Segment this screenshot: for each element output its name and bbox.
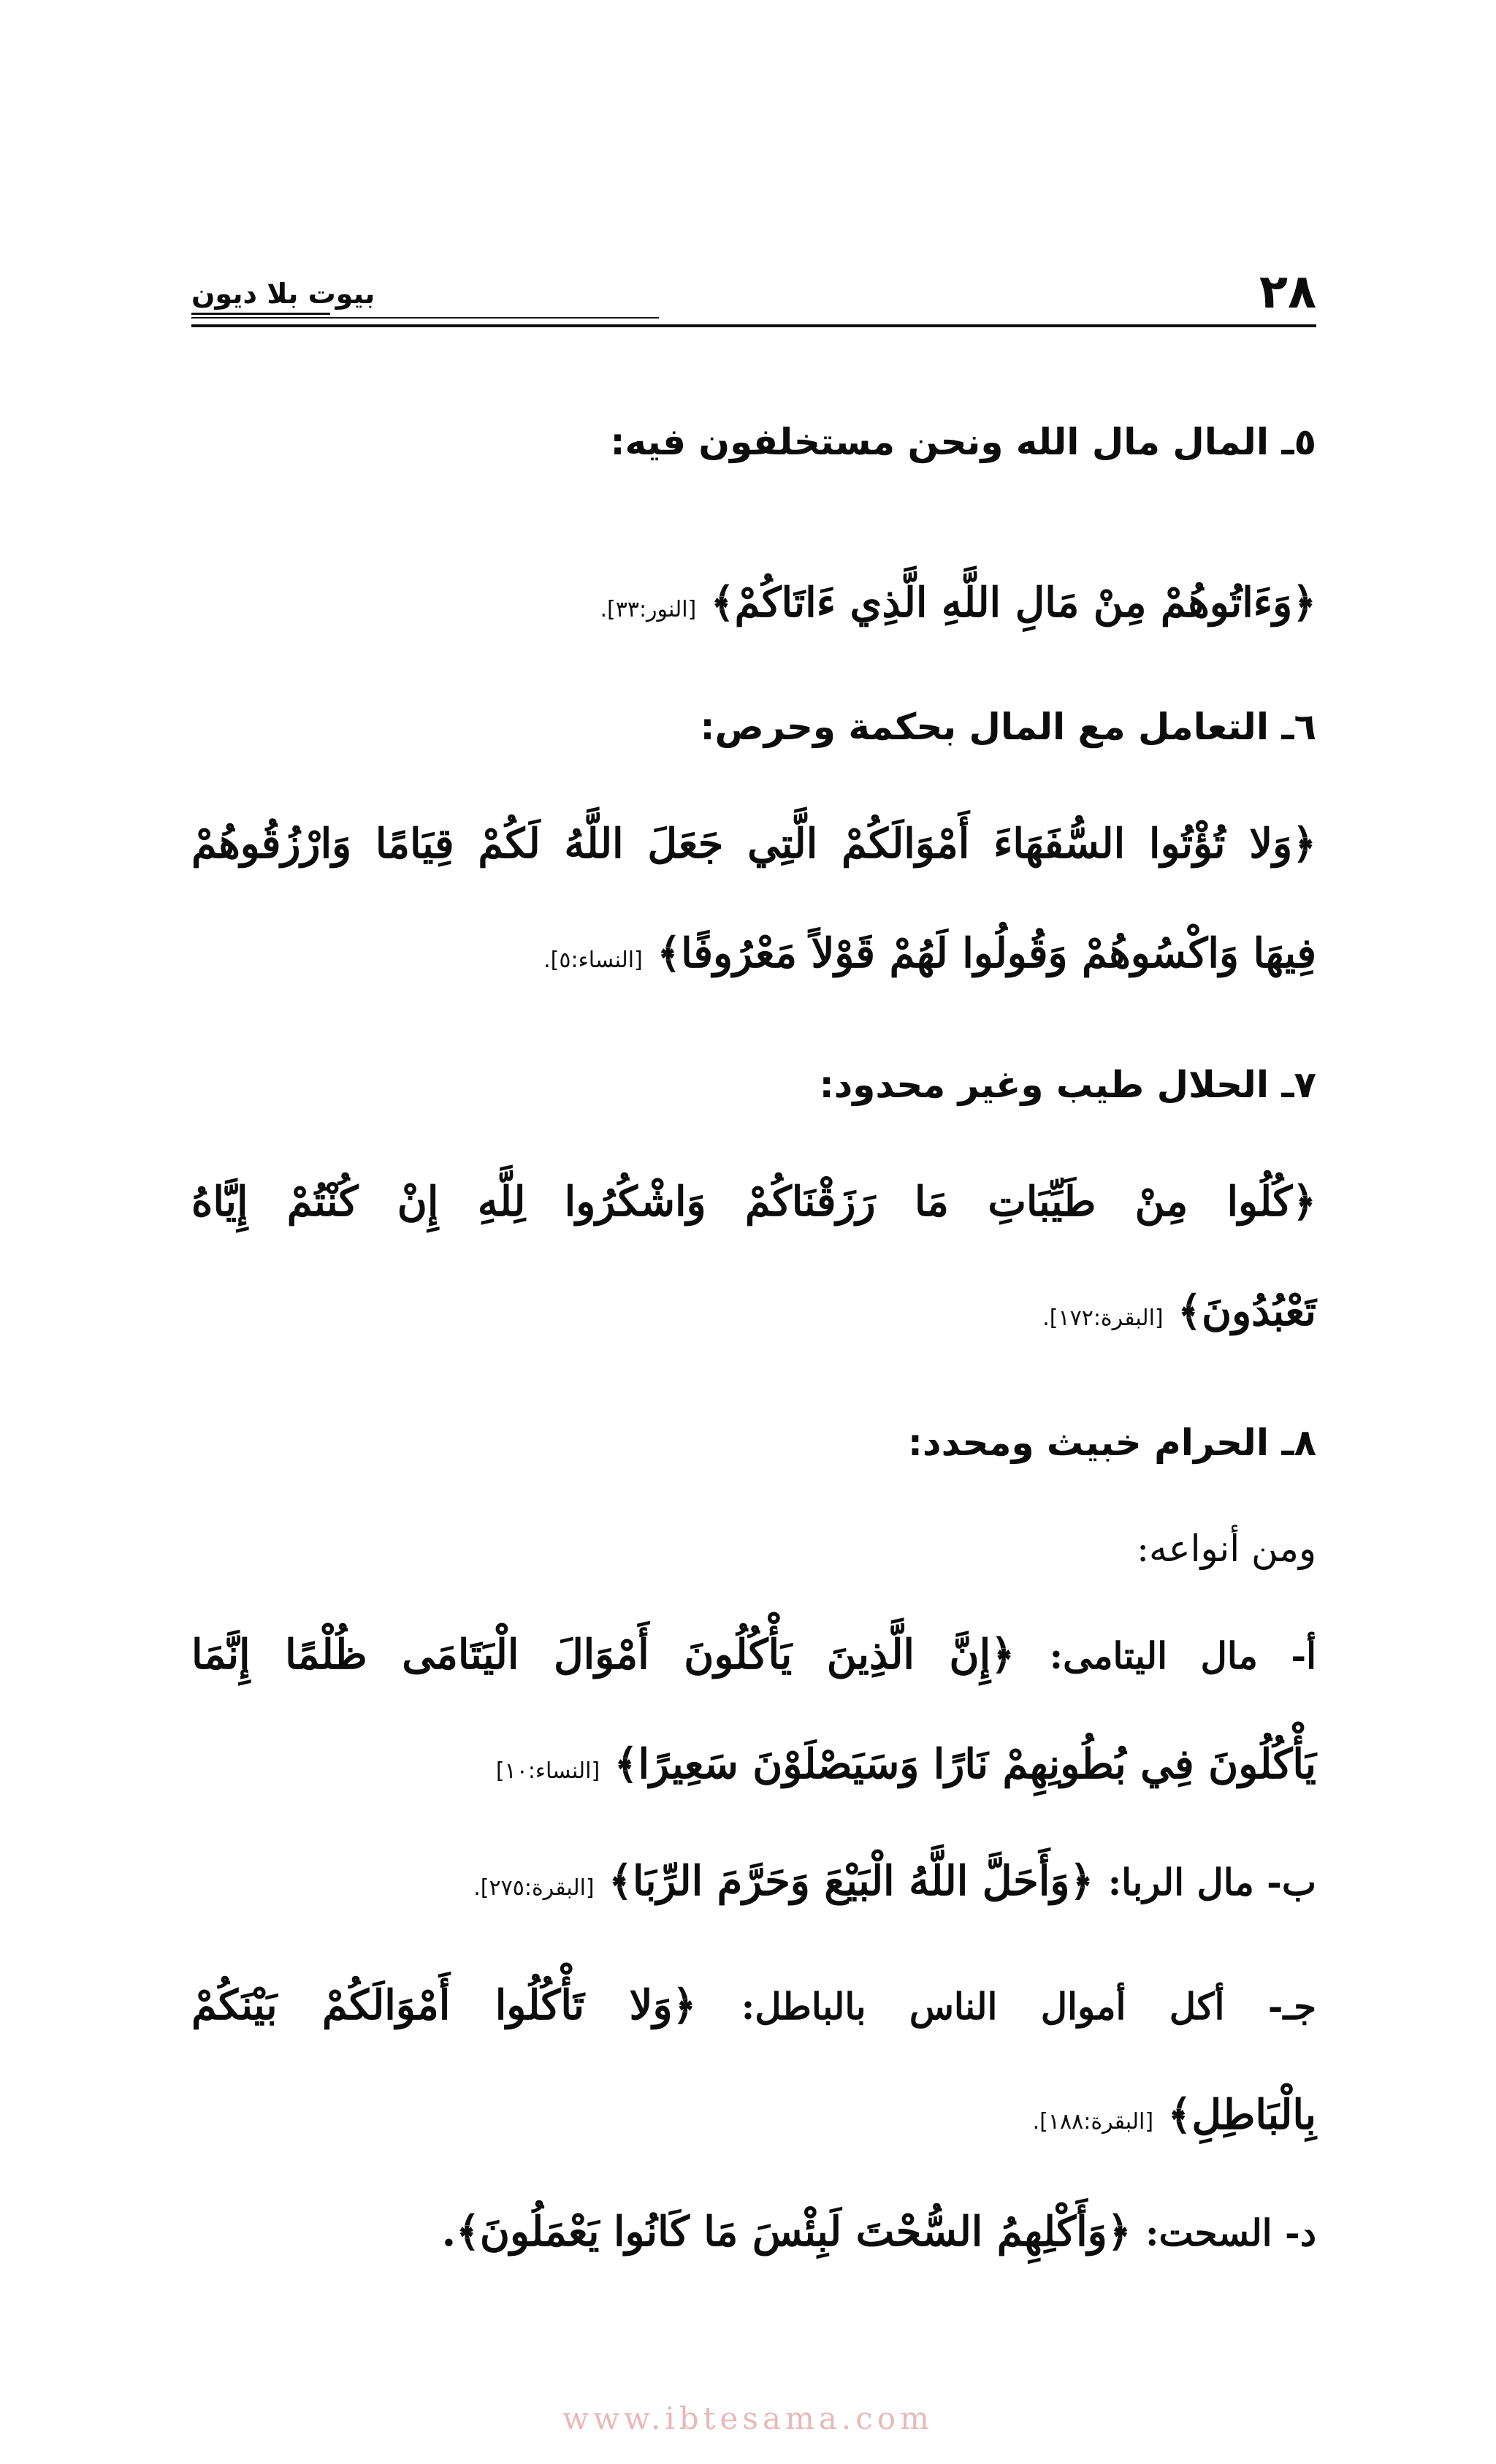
page-number: ٢٨ xyxy=(1259,265,1316,319)
watermark-url: www.ibtesama.com xyxy=(562,2400,934,2436)
verse-line xyxy=(191,1724,1316,1812)
verse-line xyxy=(191,1271,1316,1359)
verse-text: ﴿وَأَحَلَّ اللَّهُ الْبَيْعَ وَحَرَّمَ الرِّبَا﴾ xyxy=(608,1857,1094,1905)
verse-text: ﴿وَلا تَأْكُلُوا أَمْوَالَكُمْ بَيْنَكُمْ xyxy=(191,1981,697,2029)
header-rule-thin xyxy=(191,317,659,319)
verse-line: ﴿كُلُوا مِنْ طَيِّبَاتِ مَا رَزَقْنَاكُمْ وَاشْكُرُوا لِلَّهِ إِنْ كُنْتُمْ إِيَّاهُ xyxy=(191,1178,1316,1226)
section-heading-5: ٥ـ المال مال الله ونحن مستخلفون فيه: xyxy=(610,421,1316,463)
verse-reference: [البقرة:١٧٢]. xyxy=(1042,1305,1164,1331)
title-underline xyxy=(191,313,330,315)
verse-reference: [النساء:٥]. xyxy=(543,947,643,973)
section-heading-7: ٧ـ الحلال طيب وغير محدود: xyxy=(819,1064,1316,1106)
verse-reference: [النساء:١٠] xyxy=(495,1758,600,1784)
verse-reference: [البقرة:١٨٨]. xyxy=(1032,2109,1154,2135)
item-c-line xyxy=(191,1965,1316,2045)
item-a-label: أ- مال اليتامى: xyxy=(1049,1634,1316,1677)
section-heading-8: ٨ـ الحرام خبيث ومحدد: xyxy=(907,1422,1316,1464)
header-rule xyxy=(191,324,1316,327)
verse-text: تَعْبُدُونَ﴾ xyxy=(1178,1287,1316,1335)
verse-reference: [البقرة:٢٧٥]. xyxy=(473,1875,595,1901)
section-heading-6: ٦ـ التعامل مع المال بحكمة وحرص: xyxy=(700,706,1316,748)
item-a-line xyxy=(191,1614,1316,1695)
verse-line xyxy=(191,913,1316,1001)
item-c-label: جـ- أكل أموال الناس بالباطل: xyxy=(741,1985,1316,2028)
running-header xyxy=(191,263,1316,321)
item-d-line xyxy=(191,2192,1316,2272)
verse-text: بِالْبَاطِلِ﴾ xyxy=(1167,2091,1316,2139)
verse-text: فِيهَا وَاكْسُوهُمْ وَقُولُوا لَهُمْ قَوْلاً مَعْرُوفًا﴾ xyxy=(657,929,1316,977)
item-b-label: ب- مال الربا: xyxy=(1107,1861,1316,1904)
verse-text: ﴿وَأَكْلِهِمُ السُّحْتَ لَبِئْسَ مَا كَانُوا يَعْمَلُونَ﴾. xyxy=(441,2208,1131,2256)
running-title: بيوت بلا ديون xyxy=(191,278,375,310)
verse-line xyxy=(191,2075,1316,2162)
item-d-label: د- السحت: xyxy=(1145,2211,1316,2254)
verse-text: يَأْكُلُونَ فِي بُطُونِهِمْ نَارًا وَسَيَصْلَوْنَ سَعِيرًا﴾ xyxy=(614,1740,1316,1788)
item-b-line xyxy=(191,1841,1316,1929)
verse-text: ﴿إِنَّ الَّذِينَ يَأْكُلُونَ أَمْوَالَ الْيَتَامَى ظُلْمًا إِنَّمَا xyxy=(191,1630,1015,1679)
verse-line xyxy=(191,562,1316,650)
types-intro: ومن أنواعه: xyxy=(1137,1527,1316,1570)
verse-text: ﴿وَءَاتُوهُمْ مِنْ مَالِ اللَّهِ الَّذِي ءَاتَاكُمْ﴾ xyxy=(710,579,1316,627)
verse-reference: [النور:٣٣]. xyxy=(600,597,697,622)
verse-line: ﴿وَلا تُؤْتُوا السُّفَهَاءَ أَمْوَالَكُمْ الَّتِي جَعَلَ اللَّهُ لَكُمْ قِيَامًا وَارْزُقُوهُمْ xyxy=(191,820,1316,868)
